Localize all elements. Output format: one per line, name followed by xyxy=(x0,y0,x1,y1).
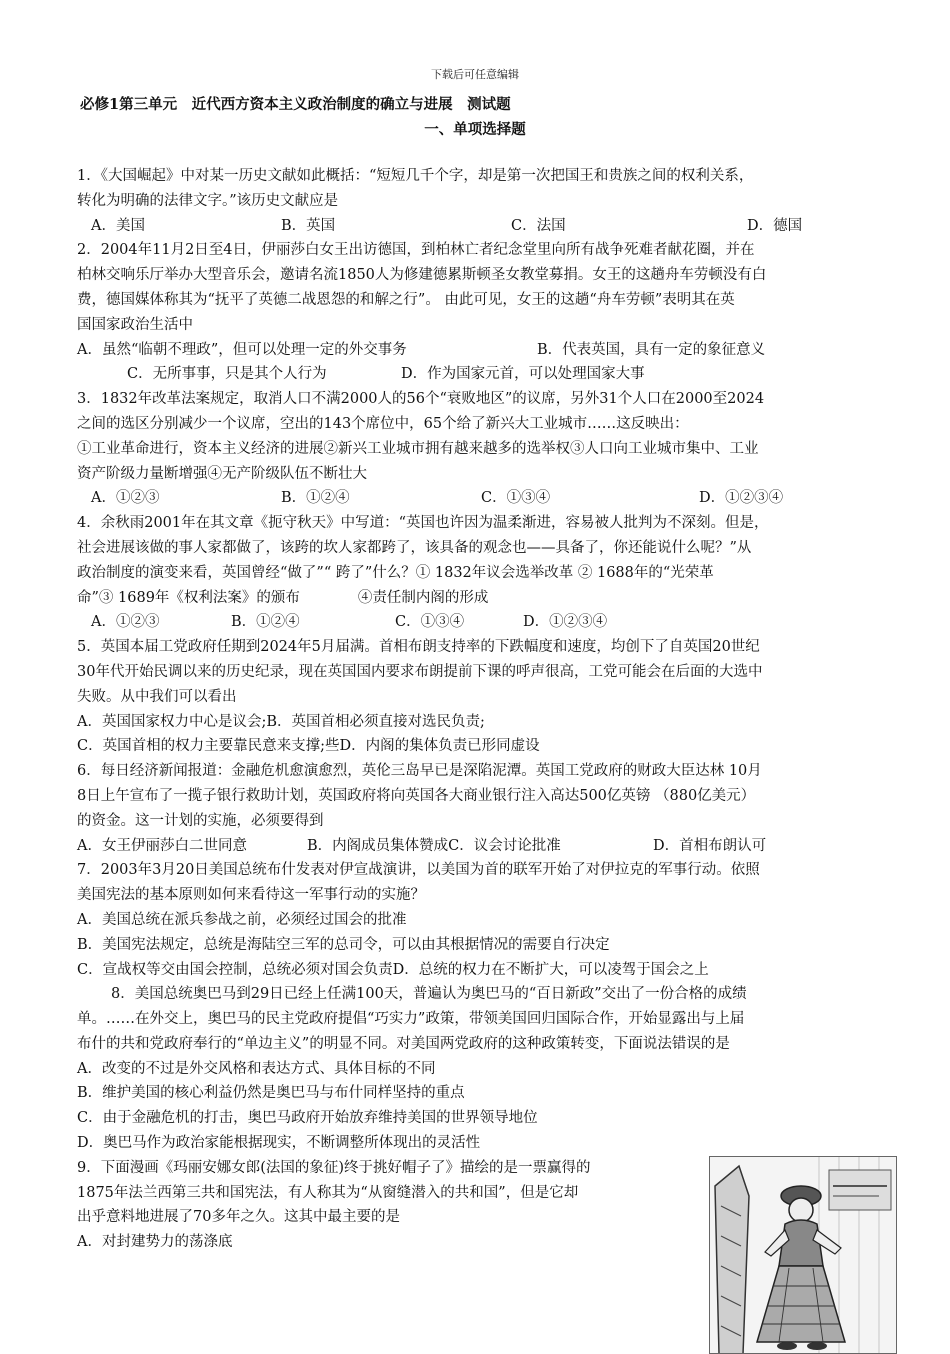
q2-option-c: C．无所事事，只是其个人行为 xyxy=(127,366,327,383)
q1-option-b: B．英国 xyxy=(281,217,336,234)
q4-line: 社会进展该做的事人家都做了，该跨的坎人家都跨了，该具备的观念也——具备了，你还能说什么呢？”从 xyxy=(77,539,752,556)
q1-line: 转化为明确的法律文字。”该历史文献应是 xyxy=(77,192,339,209)
q3-line: ①工业革命进行，资本主义经济的进展②新兴工业城市拥有越来越多的选举权③人口向工业城市集中、工业 xyxy=(77,440,759,457)
q3-option-a: A．①②③ xyxy=(91,490,160,507)
q5-line: 失败。从中我们可以看出 xyxy=(77,688,237,705)
q2-options-row1 xyxy=(77,338,887,363)
q1-option-c: C．法国 xyxy=(511,217,566,234)
q6-line: 的资金。这一计划的实施，必须要得到 xyxy=(77,812,324,829)
section-heading: 一、单项选择题 xyxy=(424,121,526,138)
q6-option-a: A．女王伊丽莎白二世同意 xyxy=(77,837,247,854)
q5-options-cd: C．英国首相的权力主要靠民意来支撑;些D．内阁的集体负责已形同虚设 xyxy=(77,738,540,755)
marianne-cartoon-image xyxy=(709,1156,897,1354)
q6-option-bc: B．内阁成员集体赞成C．议会讨论批准 xyxy=(307,837,561,854)
q9-option-a: A．对封建势力的荡涤底 xyxy=(77,1234,233,1251)
q3-option-c: C．①③④ xyxy=(481,490,551,507)
q8-option-c: C．由于金融危机的打击，奥巴马政府开始放弃维持美国的世界领导地位 xyxy=(77,1110,538,1127)
q4-option-a: A．①②③ xyxy=(91,614,160,631)
q9-text xyxy=(77,1156,697,1255)
q8-option-d: D．奥巴马作为政治家能根据现实，不断调整所体现出的灵活性 xyxy=(77,1135,481,1152)
q2-line: 2．2004年11月2日至4日，伊丽莎白女王出访德国，到柏林亡者纪念堂里向所有战争死难者献花圈，并在 xyxy=(77,242,755,259)
q4-line: 4．余秋雨2001年在其文章《扼守秋天》中写道：“英国也许因为温柔渐进，容易被人批判为不深刻。但是， xyxy=(77,515,769,532)
q3-line: 之间的选区分别减少一个议席，空出的143个席位中，65个给了新兴大工业城市……这反映出： xyxy=(77,415,689,432)
q6-option-d: D．首相布朗认可 xyxy=(653,837,767,854)
q8-line: 单。……在外交上，奥巴马的民主党政府提倡“巧实力”政策，带领美国回归国际合作，开始显露出与上届 xyxy=(77,1011,745,1028)
q6-line: 6．每日经济新闻报道：金融危机愈演愈烈，英伦三岛早已是深陷泥潭。英国工党政府的财政大臣达林 10月 xyxy=(77,763,762,780)
page-title: 必修1第三单元 近代西方资本主义政治制度的确立与进展 测试题 xyxy=(80,96,511,113)
q4-option-c: C．①③④ xyxy=(395,614,465,631)
q9-line: 出乎意料地进展了70多年之久。这其中最主要的是 xyxy=(77,1209,400,1226)
q2-options-row2 xyxy=(77,362,887,387)
q2-option-d: D．作为国家元首，可以处理国家大事 xyxy=(401,366,645,383)
q3-option-d: D．①②③④ xyxy=(699,490,784,507)
q6-line: 8日上午宣布了一揽子银行救助计划，英国政府将向英国各大商业银行注入高达500亿英镑 （880亿美元） xyxy=(77,787,756,804)
q9-line: 1875年法兰西第三共和国宪法，有人称其为“从窗缝潜入的共和国”，但是它却 xyxy=(77,1184,579,1201)
q3-options xyxy=(77,486,887,511)
q2-option-b: B．代表英国，具有一定的象征意义 xyxy=(537,341,766,358)
question-body xyxy=(77,164,887,1255)
q4-option-d: D．①②③④ xyxy=(523,614,608,631)
q6-options xyxy=(77,834,887,859)
q4-option-b: B．①②④ xyxy=(231,614,300,631)
watermark-text: 下载后可任意编辑 xyxy=(431,68,519,81)
q3-option-b: B．①②④ xyxy=(281,490,350,507)
q7-option-b: B．美国宪法规定，总统是海陆空三军的总司令，可以由其根据情况的需要自行决定 xyxy=(77,936,610,953)
q9-block xyxy=(77,1156,887,1255)
q1-line: 1．《大国崛起》中对某一历史文献如此概括：“短短几千个字，却是第一次把国王和贵族之间的权利关系， xyxy=(77,168,754,184)
q7-options-cd: C．宣战权等交由国会控制，总统必须对国会负责D．总统的权力在不断扩大，可以凌驾于国会之上 xyxy=(77,961,709,978)
q3-line: 3．1832年改革法案规定，取消人口不满2000人的56个“衰败地区”的议席，另外31个人口在2000至2024 xyxy=(77,391,765,408)
q2-option-a: A．虽然“临朝不理政”，但可以处理一定的外交事务 xyxy=(77,341,407,358)
q5-options-ab: A．英国国家权力中心是议会;B．英国首相必须直接对选民负责; xyxy=(77,713,485,730)
q2-line: 费，德国媒体称其为“抚平了英德二战恩怨的和解之行”。 由此可见，女王的这趟“舟车劳顿”表明其在英 xyxy=(77,291,735,308)
q9-line: 9．下面漫画《玛丽安娜女郎(法国的象征)终于挑好帽子了》描绘的是一票赢得的 xyxy=(77,1159,591,1176)
q7-line: 7．2003年3月20日美国总统布什发表对伊宣战演讲，以美国为首的联军开始了对伊拉克的军事行动。依照 xyxy=(77,862,760,879)
q4-line: 命”③ 1689年《权利法案》的颁布 ④责任制内阁的形成 xyxy=(77,589,489,606)
q7-option-a: A．美国总统在派兵参战之前，必须经过国会的批准 xyxy=(77,911,407,928)
q3-line: 资产阶级力量断增强④无产阶级队伍不断壮大 xyxy=(77,465,367,482)
q2-line: 柏林交响乐厅举办大型音乐会，邀请名流1850人为修建德累斯顿圣女教堂募捐。女王的这趟舟车劳顿没有白 xyxy=(77,267,767,284)
q8-line: 8．美国总统奥巴马到29日已经上任满100天，普遍认为奥巴马的“百日新政”交出了一份合格的成绩 xyxy=(111,986,747,1003)
q2-line: 国国家政治生活中 xyxy=(77,316,193,333)
q8-option-a: A．改变的不过是外交风格和表达方式、具体目标的不同 xyxy=(77,1060,436,1077)
q1-option-d: D．德国 xyxy=(747,217,803,234)
q1-option-a: A．美国 xyxy=(91,217,145,234)
q7-line: 美国宪法的基本原则如何来看待这一军事行动的实施？ xyxy=(77,887,425,904)
q1-options xyxy=(77,214,887,239)
q8-option-b: B．维护美国的核心利益仍然是奥巴马与布什同样坚持的重点 xyxy=(77,1085,465,1102)
q5-line: 5．英国本届工党政府任期到2024年5月届满。首相布朗支持率的下跌幅度和速度，均创下了自英国20世纪 xyxy=(77,639,760,656)
q5-line: 30年代开始民调以来的历史纪录，现在英国国内要求布朗提前下课的呼声很高，工党可能会在后面的大选中 xyxy=(77,663,763,680)
q4-line: 政治制度的演变来看，英国曾经“做了”“ 跨了”什么？① 1832年议会选举改革 ② 1688年的“光荣革 xyxy=(77,564,714,581)
q8-line: 布什的共和党政府奉行的“单边主义”的明显不同。对美国两党政府的这种政策转变，下面说法错误的是 xyxy=(77,1035,730,1052)
q4-options xyxy=(77,610,887,635)
